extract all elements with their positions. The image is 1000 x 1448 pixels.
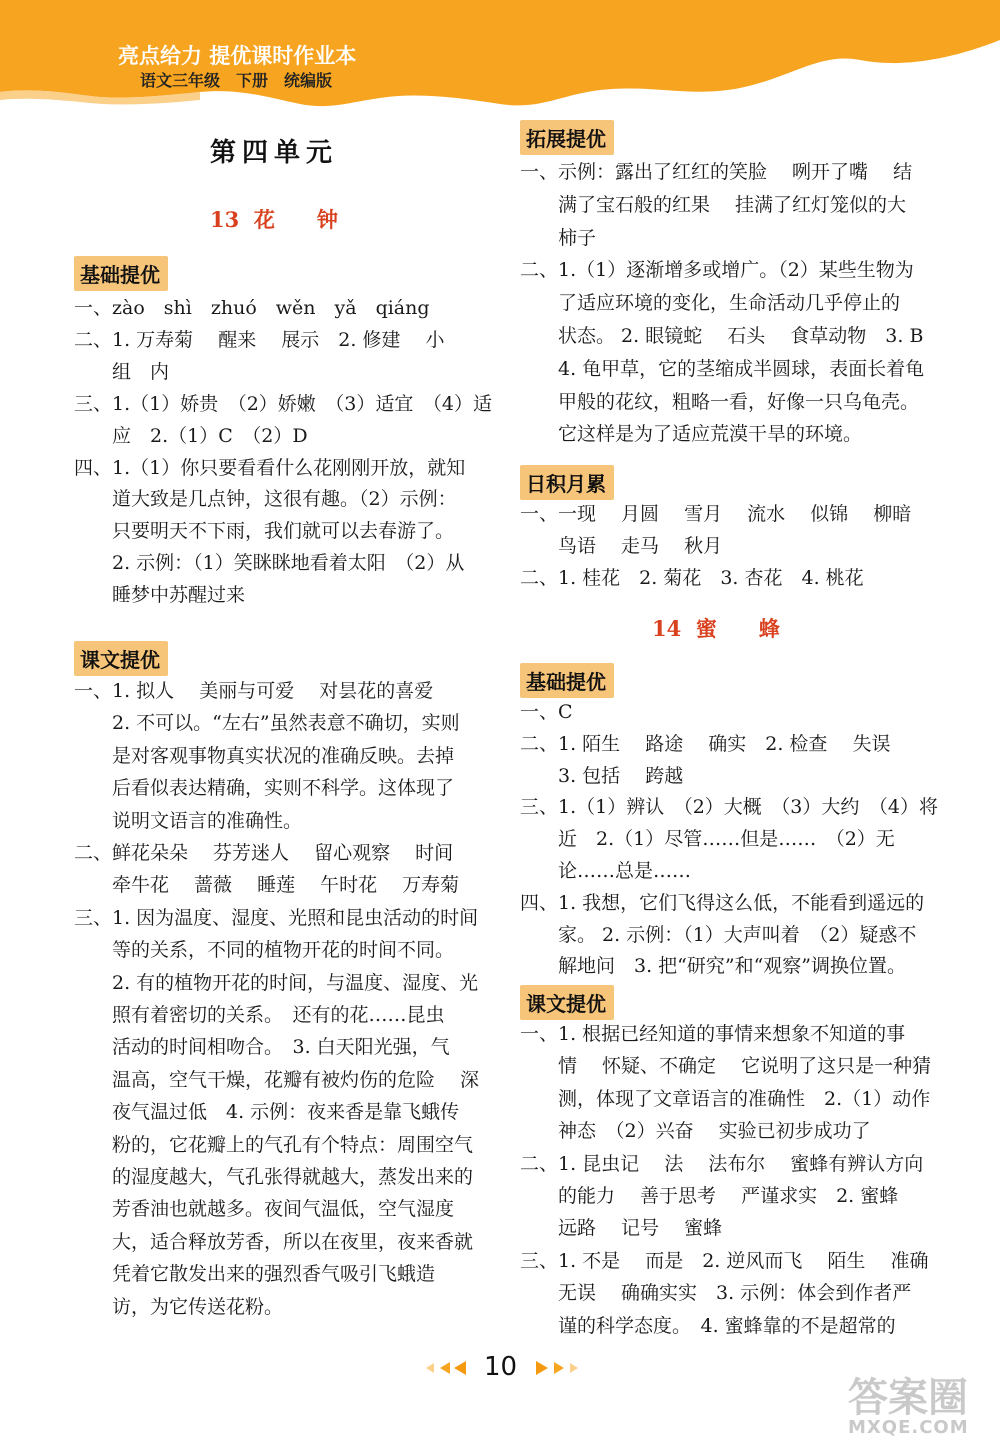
answer-line: 一、1. 拟人 美丽与可爱 对昙花的喜爱	[74, 680, 434, 702]
answer-line: 只要明天不下雨，我们就可以去春游了。	[74, 520, 455, 543]
answer-line: 道大致是几点钟，这很有趣。（2）示例：	[74, 488, 457, 511]
section-label: 课文提优	[74, 641, 168, 676]
answer-line: 温高，空气干燥，花瓣有被灼伤的危险 深	[74, 1068, 480, 1091]
watermark	[848, 1375, 969, 1438]
answer-line: 4. 龟甲草，它的茎缩成半圆球，表面长着龟	[520, 357, 925, 380]
answer-line: 鸟语 走马 秋月	[520, 535, 723, 557]
answer-line: 照有着密切的关系。 还有的花……昆虫	[74, 1004, 445, 1026]
answer-line: 2. 不可以。“左右”虽然表意不确切，实则	[74, 712, 460, 735]
answer-line: 二、1. 桂花 2. 菊花 3. 杏花 4. 桃花	[520, 567, 864, 589]
answer-line: 凭着它散发出来的强烈香气吸引飞蛾造	[74, 1263, 436, 1286]
answer-line: 活动的时间相吻合。 3. 白天阳光强，气	[74, 1036, 450, 1059]
answer-line: 二、1. 陌生 路途 确实 2. 检查 失误	[520, 732, 891, 755]
answer-line: 二、1. 昆虫记 法 法布尔 蜜蜂有辨认方向	[520, 1152, 924, 1175]
answer-line: 的能力 善于思考 严谨求实 2. 蜜蜂	[520, 1185, 899, 1207]
prev-arrows-icon	[416, 1360, 472, 1380]
answer-line: 睡梦中苏醒过来	[74, 584, 246, 607]
answer-line: 一、一现 月圆 雪月 流水 似锦 柳暗	[520, 503, 912, 525]
answer-line: 2. 有的植物开花的时间，与温度、湿度、光	[74, 971, 479, 994]
answer-line: 三、1.（1）辨认 （2）大概 （3）大约 （4）将	[520, 796, 938, 819]
answer-line: 2. 示例：（1）笑眯眯地看着太阳 （2）从	[74, 552, 465, 575]
series-title: 亮点给力 提优课时作业本	[118, 44, 357, 68]
answer-line: 无误 确确实实 3. 示例：体会到作者严	[520, 1282, 912, 1305]
answer-line: 满了宝石般的红果 挂满了红灯笼似的大	[520, 193, 907, 216]
answer-line: 访，为它传送花粉。	[74, 1295, 284, 1318]
answer-line: 四、1. 我想，它们飞得这么低，不能看到遥远的	[520, 891, 925, 914]
section-label: 基础提优	[520, 663, 614, 698]
answer-line: 是对客观事物真实状况的准确反映。去掉	[74, 744, 455, 767]
lesson-14-title: 14 蜜 蜂	[652, 616, 780, 641]
answer-line: 一、zào shì zhuó wěn yǎ qiáng	[74, 297, 430, 319]
watermark-logo-text: 答案圈	[848, 1375, 968, 1421]
answer-line: 粉的，它花瓣上的气孔有个特点：周围空气	[74, 1133, 474, 1156]
answer-line: 应 2.（1）C （2）D	[74, 424, 308, 447]
page-number: 10	[484, 1352, 518, 1382]
answer-line: 三、1. 不是 而是 2. 逆风而飞 陌生 准确	[520, 1249, 929, 1272]
answer-line: 组 内	[74, 360, 170, 383]
answer-line: 牵牛花 蔷薇 睡莲 午时花 万寿菊	[74, 874, 460, 897]
answer-line: 解地问 3. 把“研究”和“观察”调换位置。	[520, 955, 907, 978]
section-label: 拓展提优	[520, 120, 614, 155]
answer-line: 论……总是……	[520, 860, 692, 882]
answer-line: 了适应环境的变化，生命活动几乎停止的	[520, 292, 901, 315]
section-label: 基础提优	[74, 256, 168, 291]
answer-line: 柿子	[520, 226, 597, 249]
answer-line: 说明文语言的准确性。	[74, 809, 303, 832]
answer-line: 神态 （2）兴奋 实验已初步成功了	[520, 1120, 871, 1143]
next-arrows-icon	[530, 1360, 594, 1380]
answer-line: 二、1. 万寿菊 醒来 展示 2. 修建 小	[74, 328, 445, 351]
answer-line: 谨的科学态度。 4. 蜜蜂靠的不是超常的	[520, 1314, 896, 1337]
answer-line: 测，体现了文章语言的准确性 2.（1）动作	[520, 1087, 931, 1110]
answer-line: 它这样是为了适应荒漠干旱的环境。	[520, 423, 863, 446]
unit-title: 第四单元	[210, 138, 339, 168]
answer-line: 一、1. 根据已经知道的事情来想象不知道的事	[520, 1023, 906, 1045]
answer-line: 夜气温过低 4. 示例：夜来香是靠飞蛾传	[74, 1101, 460, 1124]
answer-line: 近 2.（1）尽管……但是…… （2）无	[520, 828, 895, 851]
answer-line: 情 怀疑、不确定 它说明了这只是一种猜	[520, 1055, 932, 1078]
answer-line: 的湿度越大，气孔张得就越大，蒸发出来的	[74, 1166, 474, 1188]
answer-line: 状态。 2. 眼镜蛇 石头 食草动物 3. B	[520, 325, 924, 347]
answer-line: 家。 2. 示例：（1）大声叫着 （2）疑惑不	[520, 923, 917, 946]
lesson-13-title: 13 花 钟	[210, 207, 338, 232]
section-label: 日积月累	[520, 465, 614, 500]
header-banner	[0, 0, 1000, 120]
answer-line: 四、1.（1）你只要看看什么花刚刚开放，就知	[74, 456, 466, 479]
answer-line: 等的关系，不同的植物开花的时间不同。	[74, 939, 455, 962]
answer-line: 二、1.（1）逐渐增多或增广。（2）某些生物为	[520, 259, 914, 282]
watermark-url: MXQE.COM	[848, 1417, 969, 1438]
answer-line: 甲般的花纹，粗略一看，好像一只乌龟壳。	[520, 390, 920, 413]
answer-line: 芳香油也就越多。夜间气温低，空气湿度	[74, 1198, 455, 1221]
answer-line: 三、1.（1）娇贵 （2）娇嫩 （3）适宜 （4）适	[74, 392, 492, 415]
answer-line: 远路 记号 蜜蜂	[520, 1217, 723, 1240]
book-subtitle: 语文三年级 下册 统编版	[140, 71, 333, 90]
answer-line: 二、鲜花朵朵 芬芳迷人 留心观察 时间	[74, 842, 454, 864]
answer-line: 大，适合释放芳香，所以在夜里，夜来香就	[74, 1230, 474, 1253]
section-label: 课文提优	[520, 985, 614, 1020]
answer-line: 一、示例：露出了红红的笑脸 咧开了嘴 结	[520, 161, 913, 183]
answer-line: 一、C	[520, 701, 573, 723]
answer-line: 三、1. 因为温度、湿度、光照和昆虫活动的时间	[74, 906, 479, 929]
answer-line: 后看似表达精确，实则不科学。这体现了	[74, 777, 455, 800]
answer-line: 3. 包括 跨越	[520, 764, 684, 787]
